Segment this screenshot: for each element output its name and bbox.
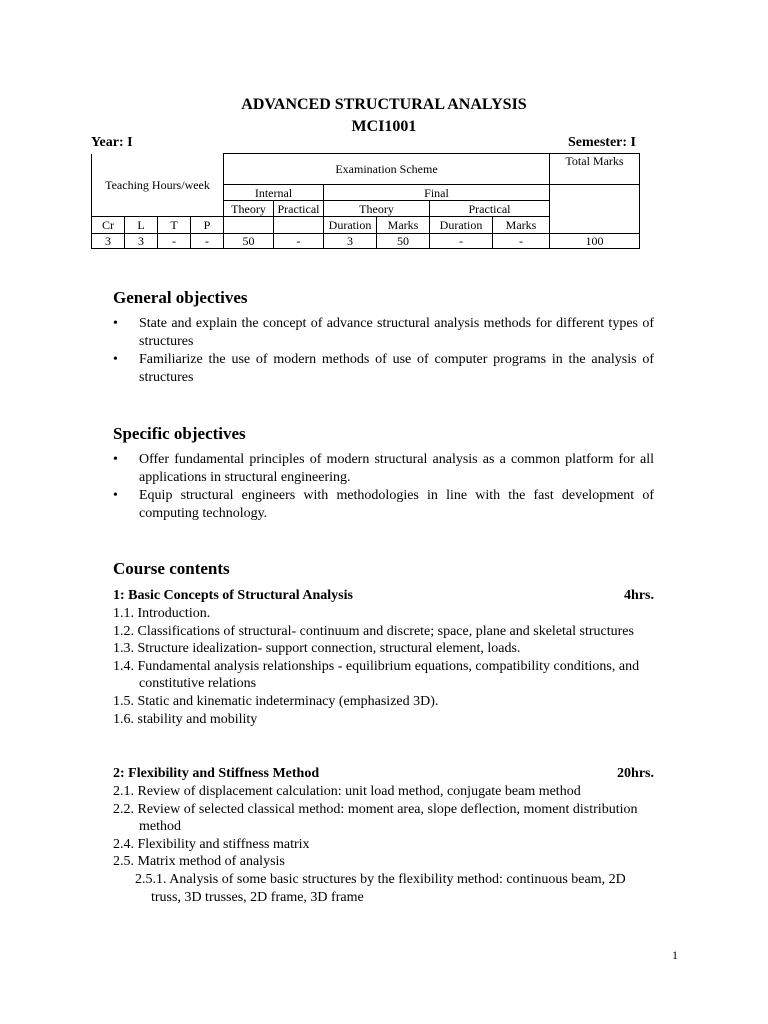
teaching-hours-header: Teaching Hours/week	[92, 154, 224, 217]
internal-practical-header: Practical	[274, 201, 324, 217]
cr-header: Cr	[92, 217, 125, 234]
year-semester-row	[91, 135, 636, 153]
t-header: T	[158, 217, 191, 234]
cr-value: 3	[92, 234, 125, 249]
list-item: 2.5. Matrix method of analysis	[113, 854, 285, 870]
p-header: P	[191, 217, 224, 234]
internal-practical-value: -	[274, 234, 324, 249]
unit-2-header	[113, 765, 654, 783]
general-objectives-heading: General objectives	[113, 288, 248, 307]
list-item: 1.4. Fundamental analysis relationships - equilibrium equations, compatibility conditions, and constitutive relations	[113, 658, 640, 692]
unit-1-title: 1: Basic Concepts of Structural Analysis	[113, 588, 353, 603]
list-item: 1.3. Structure idealization- support connection, structural element, loads.	[113, 641, 521, 657]
list-item: 1.6. stability and mobility	[113, 711, 258, 727]
list-item: • Familiarize the use of modern methods of use of computer programs in the analysis of structures	[113, 352, 654, 385]
examination-scheme-table	[91, 153, 640, 249]
specific-objectives-heading: Specific objectives	[113, 424, 246, 443]
bullet-icon: •	[113, 488, 118, 503]
internal-header: Internal	[224, 185, 324, 201]
course-title: ADVANCED STRUCTURAL ANALYSIS	[241, 96, 527, 113]
page-number: 1	[672, 948, 678, 962]
unit-1	[113, 587, 654, 728]
practical-duration-header: Duration	[430, 217, 493, 234]
internal-theory-header: Theory	[224, 201, 274, 217]
bullet-icon: •	[113, 316, 118, 331]
total-marks-value: 100	[550, 234, 640, 249]
unit-1-header	[113, 587, 654, 605]
semester-label: Semester: I	[567, 135, 636, 150]
list-subitem: 2.5.1. Analysis of some basic structures by the flexibility method: continuous beam, 2D truss, 3D trusses, 2D frame, 3D frame	[135, 871, 626, 905]
list-item: 2.2. Review of selected classical method: moment area, slope deflection, moment distribution method	[113, 801, 638, 835]
exam-scheme-header: Examination Scheme	[224, 154, 550, 185]
t-value: -	[158, 234, 191, 249]
list-item: • Equip structural engineers with methodologies in line with the fast development of computing technology.	[113, 488, 654, 521]
unit-2-hours: 20hrs.	[617, 766, 654, 781]
unit-2	[113, 765, 654, 906]
final-theory-duration-value: 3	[324, 234, 377, 249]
final-theory-header: Theory	[324, 201, 430, 217]
list-item: • Offer fundamental principles of modern structural analysis as a common platform for all applications in structural engineering.	[113, 452, 654, 485]
unit-1-hours: 4hrs.	[624, 588, 654, 603]
final-practical-marks-value: -	[493, 234, 550, 249]
theory-duration-header: Duration	[324, 217, 377, 234]
list-item: 2.4. Flexibility and stiffness matrix	[113, 836, 310, 852]
specific-objectives-list	[113, 451, 654, 523]
list-item: • State and explain the concept of advance structural analysis methods for different types of structures	[113, 316, 654, 349]
course-contents-heading: Course contents	[113, 559, 230, 578]
final-header: Final	[324, 185, 550, 201]
internal-theory-value: 50	[224, 234, 274, 249]
final-practical-duration-value: -	[430, 234, 493, 249]
year-label: Year: I	[91, 135, 133, 150]
final-practical-header: Practical	[430, 201, 550, 217]
theory-marks-header: Marks	[377, 217, 430, 234]
course-code: MCI1001	[351, 118, 417, 135]
list-item: 1.1. Introduction.	[113, 606, 211, 621]
list-item: 2.1. Review of displacement calculation: unit load method, conjugate beam method	[113, 784, 581, 799]
l-value: 3	[125, 234, 158, 249]
l-header: L	[125, 217, 158, 234]
list-item: 1.2. Classifications of structural- continuum and discrete; space, plane and skeletal structures	[113, 623, 634, 639]
total-marks-header: Total Marks	[550, 154, 640, 185]
list-item: 1.5. Static and kinematic indeterminacy (emphasized 3D).	[113, 693, 439, 709]
general-objectives-list	[113, 315, 654, 387]
practical-marks-header: Marks	[493, 217, 550, 234]
bullet-icon: •	[113, 452, 118, 467]
final-theory-marks-value: 50	[377, 234, 430, 249]
bullet-icon: •	[113, 352, 118, 367]
p-value: -	[191, 234, 224, 249]
unit-2-title: 2: Flexibility and Stiffness Method	[113, 766, 320, 781]
